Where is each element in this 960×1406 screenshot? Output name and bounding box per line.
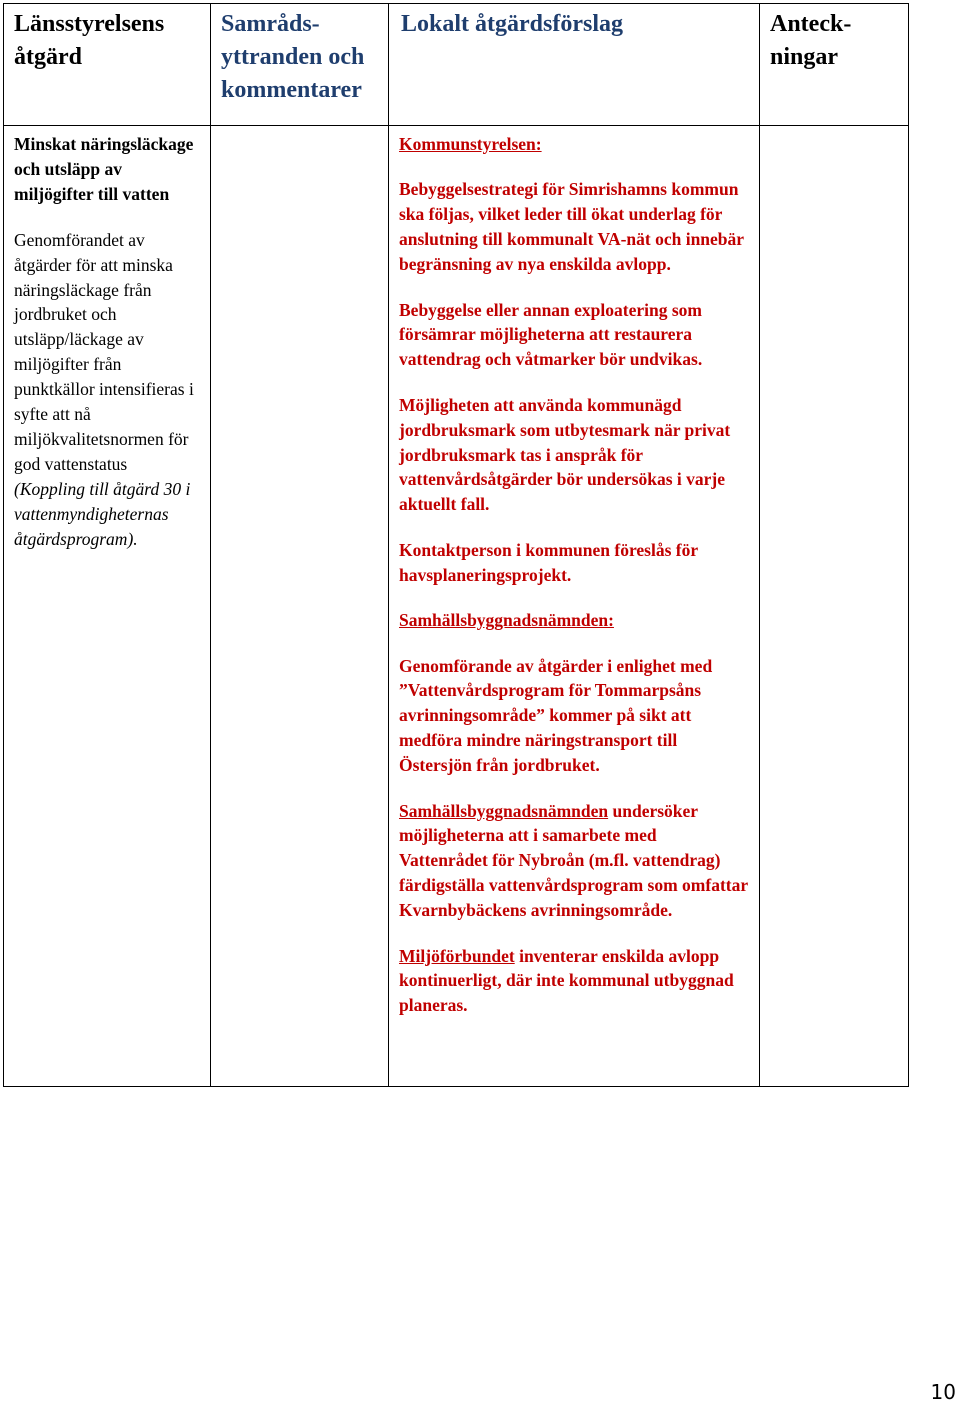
proposal-paragraph-6	[399, 799, 749, 924]
samhallsbyggnadsnamnden-heading: Samhällsbyggnadsnämnden:	[399, 610, 614, 631]
proposal-paragraph-2: Bebyggelse eller annan exploatering som försämrar möjligheterna att restaurera vattendrag och våtmarker bör undvikas.	[399, 299, 703, 370]
action-table	[3, 3, 909, 1087]
cell-anteckningar	[760, 126, 909, 1087]
proposal-paragraph-7-text: inventerar enskilda avlopp kontinuerligt, där inte kommunal utbyggnad planeras.	[399, 945, 734, 1016]
proposal-paragraph-6-text: undersöker möjligheterna att i samarbete med Vattenrådet för Nybroån (m.fl. vattendrag) färdigställa vattenvårdsprogram som omfattar Kvarnbybäckens avrinningsområde.	[399, 800, 748, 921]
header-samradsyttranden: Samråds-yttranden och kommentarer	[211, 4, 389, 126]
measure-title: Minskat näringsläckage och utsläpp av miljögifter till vatten	[14, 134, 194, 204]
header-lokalt-atgardsforslag: Lokalt åtgärdsförslag	[389, 4, 760, 126]
proposal-paragraph-1: Bebyggelsestrategi för Simrishamns kommun ska följas, vilket leder till ökat underlag för anslutning till kommunalt VA-nät och innebär begränsning av nya enskilda avlopp.	[399, 179, 744, 275]
cell-samradsyttranden	[211, 126, 389, 1087]
header-anteckningar: Anteck-ningar	[760, 4, 909, 126]
kommunstyrelsen-heading: Kommunstyrelsen:	[399, 134, 542, 154]
page-number: 10	[930, 1380, 956, 1404]
proposal-paragraph-3: Möjligheten att använda kommunägd jordbruksmark som utbytesmark när privat jordbruksmark tas i anspråk för vattenvårdsåtgärder bör undersökas i varje aktuellt fall.	[399, 394, 731, 515]
proposal-paragraph-7-subject: Miljöförbundet	[399, 945, 515, 966]
measure-reference: (Koppling till åtgärd 30 i vattenmyndigheternas åtgärdsprogram).	[14, 478, 191, 549]
proposal-paragraph-5: Genomförande av åtgärder i enlighet med ”Vattenvårdsprogram för Tommarpsåns avrinningsområde” kommer på sikt att medföra mindre näringstransport till Östersjön från jordbruket.	[399, 655, 713, 776]
cell-lokalt-atgardsforslag	[389, 126, 760, 1087]
proposal-paragraph-4: Kontaktperson i kommunen föreslås för havsplaneringsprojekt.	[399, 539, 698, 585]
table-header-row	[4, 4, 909, 126]
measure-description-text: Genomförandet av åtgärder för att minska näringsläckage från jordbruket och utsläpp/läckage av miljögifter från punktkällor intensifieras i syfte att nå miljökvalitetsnormen för god vattenstatus	[14, 229, 194, 474]
header-lansstyrelsens-atgard: Länsstyrelsens åtgärd	[4, 4, 211, 126]
measure-description	[14, 228, 200, 552]
proposal-paragraph-7	[399, 944, 749, 1019]
proposal-paragraph-6-subject: Samhällsbyggnadsnämnden	[399, 800, 609, 821]
cell-lansstyrelsens-atgard	[4, 126, 211, 1087]
table-row	[4, 126, 909, 1087]
